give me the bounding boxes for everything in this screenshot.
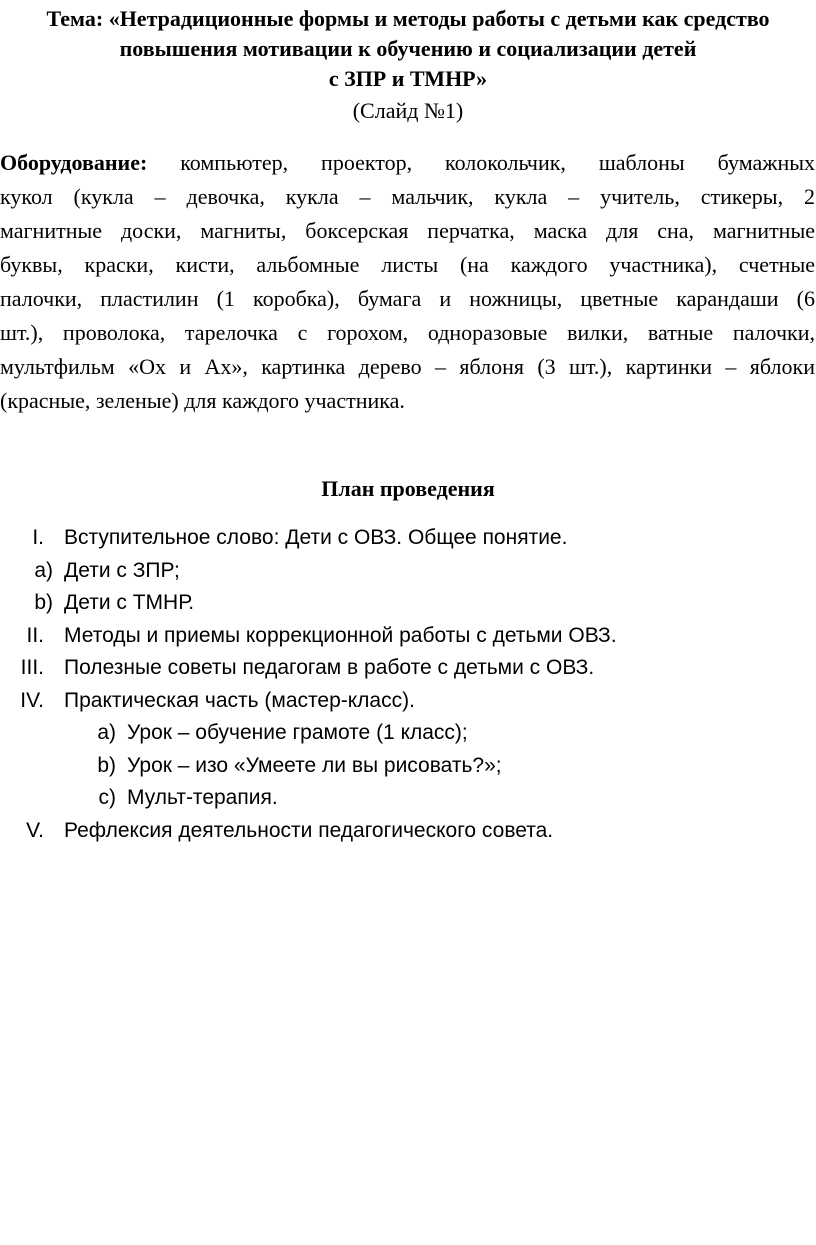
list-item-text: Рефлексия деятельности педагогического совета.	[64, 818, 554, 842]
list-marker: b)	[34, 591, 53, 614]
equipment-line: шт.), проволока, тарелочка с горохом, одноразовые вилки, ватные палочки,	[0, 320, 815, 345]
equipment-text: компьютер, проектор, колокольчик, шаблоны бумажных	[147, 150, 815, 175]
list-marker: I.	[32, 526, 44, 549]
list-marker: a)	[97, 721, 116, 744]
equipment-line: магнитные доски, магниты, боксерская перчатка, маска для сна, магнитные	[0, 218, 815, 243]
slide-label: (Слайд №1)	[352, 98, 464, 123]
equipment-paragraph	[0, 146, 815, 418]
list-item-text: Мульт-терапия.	[127, 786, 278, 809]
list-item	[0, 522, 816, 555]
title-line-1: Тема: «Нетрадиционные формы и методы работы с детьми как средство	[46, 6, 770, 31]
list-marker: IV.	[20, 688, 44, 712]
list-item	[0, 782, 816, 815]
list-item	[0, 815, 816, 848]
equipment-line: (красные, зеленые) для каждого участника.	[0, 388, 405, 413]
list-item-text: Дети с ЗПР;	[64, 558, 180, 582]
list-item-text: Урок – обучение грамоте (1 класс);	[127, 721, 468, 744]
list-item-text: Вступительное слово: Дети с ОВЗ. Общее понятие.	[64, 526, 568, 549]
list-item	[0, 587, 816, 620]
list-item	[0, 685, 816, 718]
list-item-text: Практическая часть (мастер-класс).	[64, 688, 415, 712]
list-marker: V.	[26, 818, 44, 842]
equipment-line: кукол (кукла – девочка, кукла – мальчик, кукла – учитель, стикеры, 2	[0, 184, 815, 209]
list-item-text: Урок – изо «Умеете ли вы рисовать?»;	[127, 753, 502, 777]
list-marker: b)	[97, 753, 116, 777]
list-item-text: Полезные советы педагогам в работе с детьми с ОВЗ.	[64, 656, 595, 679]
list-item	[0, 750, 816, 783]
plan-heading: План проведения	[321, 476, 495, 501]
equipment-label: Оборудование:	[0, 150, 148, 175]
list-marker: III.	[20, 656, 44, 679]
equipment-line: палочки, пластилин (1 коробка), бумага и ножницы, цветные карандаши (6	[0, 286, 815, 311]
title-line-3: с ЗПР и ТМНР»	[328, 66, 488, 91]
equipment-line: буквы, краски, кисти, альбомные листы (на каждого участника), счетные	[0, 252, 815, 277]
list-item	[0, 620, 816, 653]
equipment-line	[0, 146, 815, 180]
list-marker: II.	[26, 623, 44, 647]
list-item	[0, 717, 816, 750]
list-item	[0, 652, 816, 685]
list-item-text: Методы и приемы коррекционной работы с детьми ОВЗ.	[64, 623, 617, 647]
list-item-text: Дети с ТМНР.	[64, 591, 195, 614]
plan-list	[0, 522, 816, 847]
document-title	[0, 4, 816, 94]
equipment-line: мультфильм «Ох и Ах», картинка дерево – яблоня (3 шт.), картинки – яблоки	[0, 354, 815, 379]
list-marker: a)	[34, 558, 53, 582]
title-line-2: повышения мотивации к обучению и социализации детей	[119, 36, 697, 61]
list-marker: c)	[98, 786, 116, 809]
list-item	[0, 555, 816, 588]
